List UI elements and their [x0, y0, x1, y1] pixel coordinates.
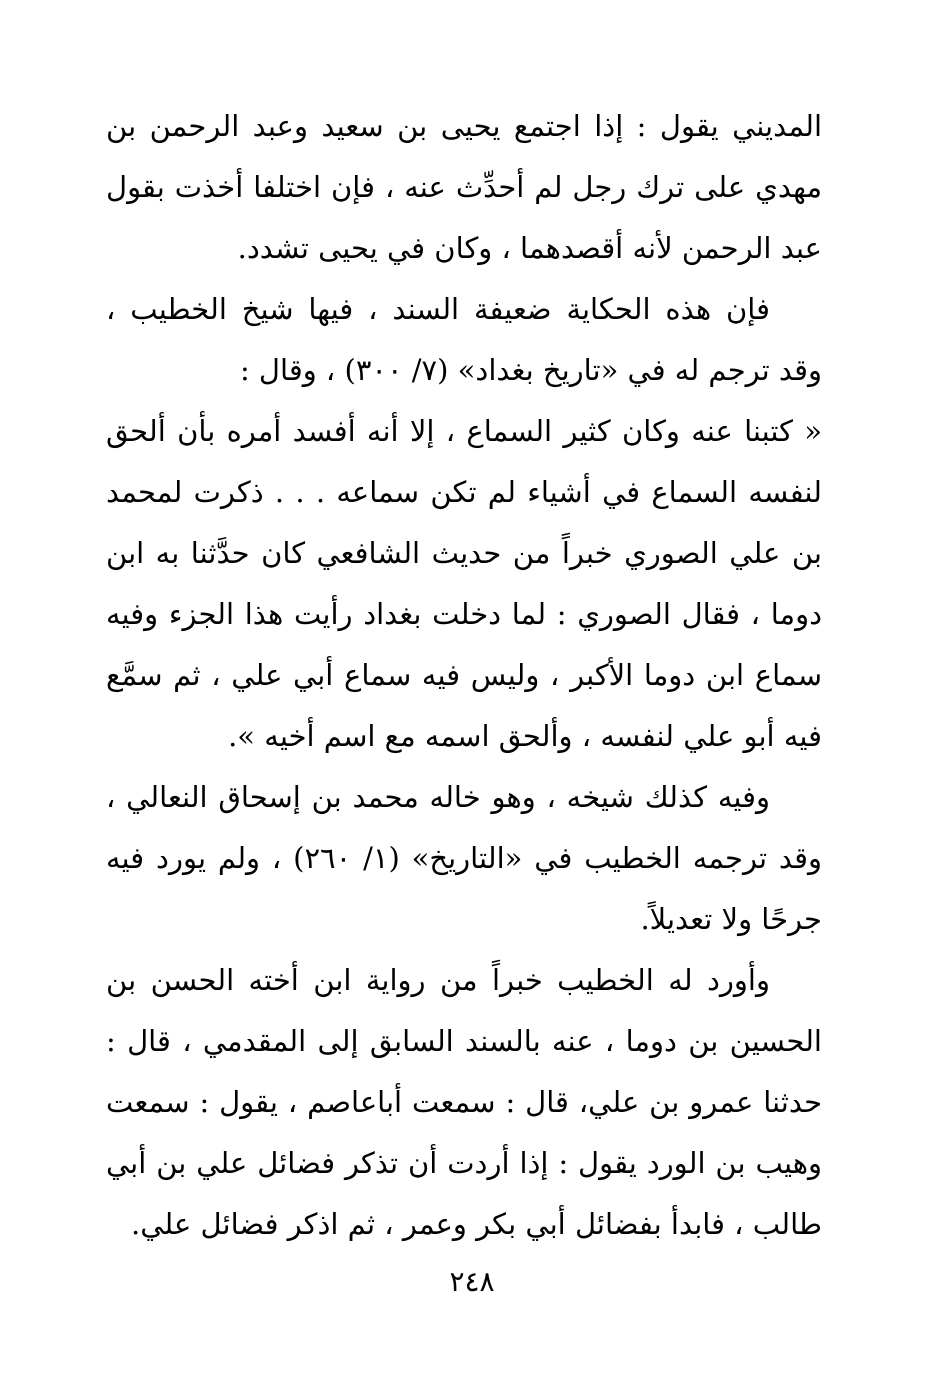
paragraph-2: فإن هذه الحكاية ضعيفة السند ، فيها شيخ الخطيب ، وقد ترجم له في «تاريخ بغداد» (٧/ ٣٠٠) ، وقال : [106, 292, 822, 387]
page-number: ٢٤٨ [449, 1265, 495, 1298]
paragraph-5: وأورد له الخطيب خبراً من رواية ابن أخته الحسن بن الحسين بن دوما ، عنه بالسند السابق إلى المقدمي ، قال : حدثنا عمرو بن علي، قال : سمعت أباعاصم ، يقول : سمعت وهيب بن الورد يقول : إذا أردت أن تذكر فضائل علي بن أبي طالب ، فابدأ بفضائل أبي بكر وعمر ، ثم اذكر فضائل علي. [106, 963, 822, 1241]
paragraph-3-quote: « كتبنا عنه وكان كثير السماع ، إلا أنه أفسد أمره بأن ألحق لنفسه السماع في أشياء لم تكن سماعه . . . ذكرت لمحمد بن علي الصوري خبراً من حديث الشافعي كان حدَّثنا به ابن دوما ، فقال الصوري : لما دخلت بغداد رأيت هذا الجزء وفيه سماع ابن دوما الأكبر ، وليس فيه سماع أبي علي ، ثم سمَّع فيه أبو علي لنفسه ، وألحق اسمه مع اسم أخيه ». [106, 414, 822, 753]
body-text [106, 96, 822, 1255]
paragraph-4: وفيه كذلك شيخه ، وهو خاله محمد بن إسحاق النعالي ، وقد ترجمه الخطيب في «التاريخ» (١/ ٢٦٠) ، ولم يورد فيه جرحًا ولا تعديلاً. [106, 780, 822, 936]
paragraph-1: المديني يقول : إذا اجتمع يحيى بن سعيد وعبد الرحمن بن مهدي على ترك رجل لم أحدِّث عنه ، فإن اختلفا أخذت بقول عبد الرحمن لأنه أقصدهما ، وكان في يحيى تشدد. [106, 109, 822, 265]
